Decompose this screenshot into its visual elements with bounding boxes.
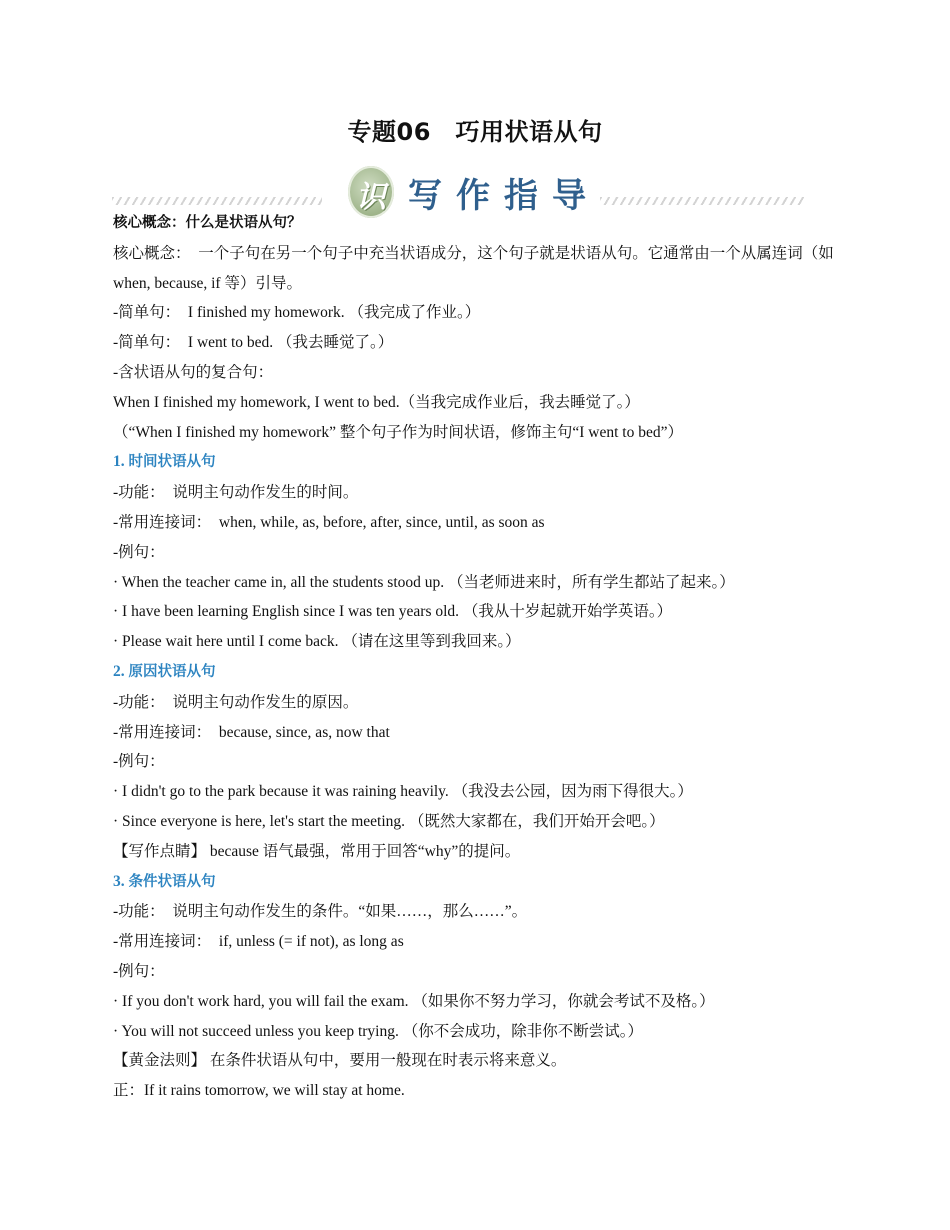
- section-heading: [113, 867, 843, 898]
- example-sentence: · When the teacher came in, all the students stood up. （当老师进来时，所有学生都站了起来。）: [113, 573, 735, 591]
- example-sentence: · You will not succeed unless you keep trying. （你不会成功，除非你不断尝试。）: [113, 1022, 643, 1040]
- section-title: 条件状语从句: [128, 873, 216, 890]
- section-examples-label: -例句：: [113, 753, 165, 771]
- section-number: 1.: [113, 453, 125, 471]
- intro-definition: 核心概念： 一个子句在另一个句子中充当状语成分，这个句子就是状语从句。它通常由一个从属连词（如 when, because, if 等）引导。: [113, 244, 850, 292]
- example-sentence: · Please wait here until I come back. （请在这里等到我回来。）: [113, 633, 521, 651]
- intro-note: （“When I finished my homework” 整个句子作为时间状语，修饰主句“I went to bed”）: [113, 423, 683, 441]
- section-conjunctions: -常用连接词： when, while, as, before, after, since, until, as soon as: [113, 513, 545, 531]
- example-sentence: · If you don't work hard, you will fail the exam. （如果你不努力学习，你就会考试不及格。）: [113, 992, 715, 1010]
- section-heading: [113, 447, 843, 478]
- section-title: 时间状语从句: [128, 454, 216, 471]
- example-sentence: · Since everyone is here, let's start the meeting. （既然大家都在，我们开始开会吧。）: [113, 812, 665, 830]
- golden-rule: 【黄金法则】 在条件状语从句中，要用一般现在时表示将来意义。: [113, 1052, 567, 1070]
- section-conjunctions: -常用连接词： if, unless (= if not), as long as: [113, 933, 404, 951]
- banner-text: 写作指导: [408, 176, 600, 216]
- intro-heading: 核心概念：什么是状语从句？: [113, 215, 302, 231]
- section-function: -功能： 说明主句动作发生的条件。“如果……，那么……”。: [113, 903, 528, 921]
- section-number: 2.: [113, 662, 125, 680]
- section-function: -功能： 说明主句动作发生的原因。: [113, 693, 359, 711]
- badge-char: 识: [356, 180, 386, 215]
- section-heading: [113, 657, 843, 688]
- writing-tip: 【写作点睛】 because 语气最强，常用于回答“why”的提问。: [113, 842, 521, 860]
- section-examples-label: -例句：: [113, 543, 165, 561]
- page-title: 专题06 巧用状语从句: [347, 118, 603, 146]
- intro-simple-1: -简单句： I finished my homework. （我完成了作业。）: [113, 304, 481, 322]
- banner-hatch-right: [600, 197, 804, 205]
- section-title: 原因状语从句: [128, 663, 216, 680]
- correct-example: 正：If it rains tomorrow, we will stay at home.: [113, 1082, 405, 1100]
- document-body: [113, 209, 850, 1106]
- section-examples-label: -例句：: [113, 962, 165, 980]
- banner-hatch-left: [112, 197, 322, 205]
- example-sentence: · I didn't go to the park because it was raining heavily. （我没去公园，因为雨下得很大。）: [113, 783, 693, 801]
- section-number: 3.: [113, 872, 125, 890]
- example-sentence: · I have been learning English since I was ten years old. （我从十岁起就开始学英语。）: [113, 603, 673, 621]
- section-function: -功能： 说明主句动作发生的时间。: [113, 484, 359, 502]
- intro-simple-2: -简单句： I went to bed. （我去睡觉了。）: [113, 334, 394, 352]
- section-conjunctions: -常用连接词： because, since, as, now that: [113, 723, 390, 741]
- intro-complex: When I finished my homework, I went to bed.（当我完成作业后，我去睡觉了。）: [113, 393, 640, 411]
- intro-complex-label: -含状语从句的复合句：: [113, 363, 274, 381]
